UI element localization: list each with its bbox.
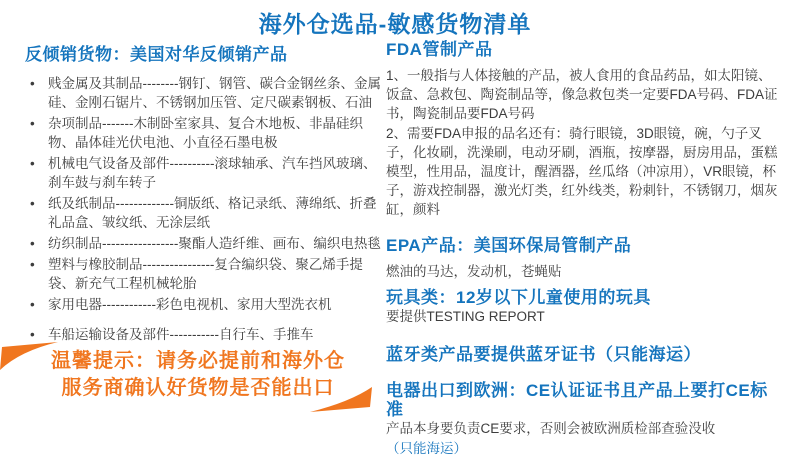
toys-body: 要提供TESTING REPORT [386,309,545,324]
bluetooth-header: 蓝牙类产品要提供蓝牙证书（只能海运） [386,345,701,364]
toys-header: 玩具类：12岁以下儿童使用的玩具 [386,288,651,307]
fda-paragraph-2: 2、需要FDA申报的品名还有：骑行眼镜，3D眼镜，碗，勺子叉子，化妆刷，洗澡刷，电动牙刷，酒瓶，按摩器，厨房用品，蛋糕模型，性用品，温度计，醒酒器，丝瓜络（冲凉用），VR眼镜，杯子，游戏控制器，激光灯类，红外线类，粉刺针，不锈钢刀，烟灰缸，颜料 [386,126,778,217]
ce-header: 电器出口到欧洲：CE认证证书且产品上要打CE标准 [386,381,768,419]
epa-body: 燃油的马达，发动机，苍蝇贴 [386,264,562,279]
ce-sea-only-note: （只能海运） [386,441,467,456]
list-item: • 杂项制品-------木制卧室家具、复合木地板、非晶硅织物、晶体硅光伏电池、小直径石墨电极 [25,114,385,152]
list-item: • 家用电器------------彩色电视机、家用大型洗衣机 [25,295,385,314]
list-item: • 纸及纸制品-------------铜版纸、格记录纸、薄绵纸、折叠礼品盒、皱纹纸、无涂层纸 [25,194,385,232]
list-item: • 机械电气设备及部件----------滚球轴承、汽车挡风玻璃、刹车鼓与刹车转子 [25,154,385,192]
list-item: • 贱金属及其制品--------钢钉、钢管、碳合金钢丝条、金属硅、金刚石锯片、不锈钢加压管、定尺碳素钢板、石油 [25,74,385,112]
section-regulated-products [386,40,784,459]
section-anti-dumping [25,40,385,346]
ce-body: 产品本身要负责CE要求，否则会被欧洲质检部查验没收 [386,421,716,436]
friendly-reminder-box [0,338,386,414]
friendly-reminder-line1: 温馨提示：请务必提前和海外仓 [51,350,345,372]
page-title: 海外仓选品-敏感货物清单 [258,11,532,37]
corner-flourish-icon [306,387,372,412]
fda-paragraph-1: 1、一般指与人体接触的产品，被人食用的食品药品，如太阳镜、饭盒、急救包、陶瓷制品等，像急救包类一定要FDA号码、FDA证书，陶瓷制品要FDA号码 [386,68,778,121]
list-item: • 车船运输设备及部件-----------自行车、手推车 [25,325,385,344]
list-item: • 塑料与橡胶制品----------------复合编织袋、聚乙烯手提袋、新充气工程机械轮胎 [25,255,385,293]
friendly-reminder-line2: 服务商确认好货物是否能出口 [61,377,335,399]
anti-dumping-header: 反倾销货物：美国对华反倾销产品 [25,45,288,64]
anti-dumping-list [25,74,385,344]
fda-header: FDA管制产品 [386,40,493,59]
epa-header: EPA产品：美国环保局管制产品 [386,236,632,255]
list-item: • 纺织制品-----------------聚酯人造纤维、画布、编织电热毯 [25,234,385,253]
